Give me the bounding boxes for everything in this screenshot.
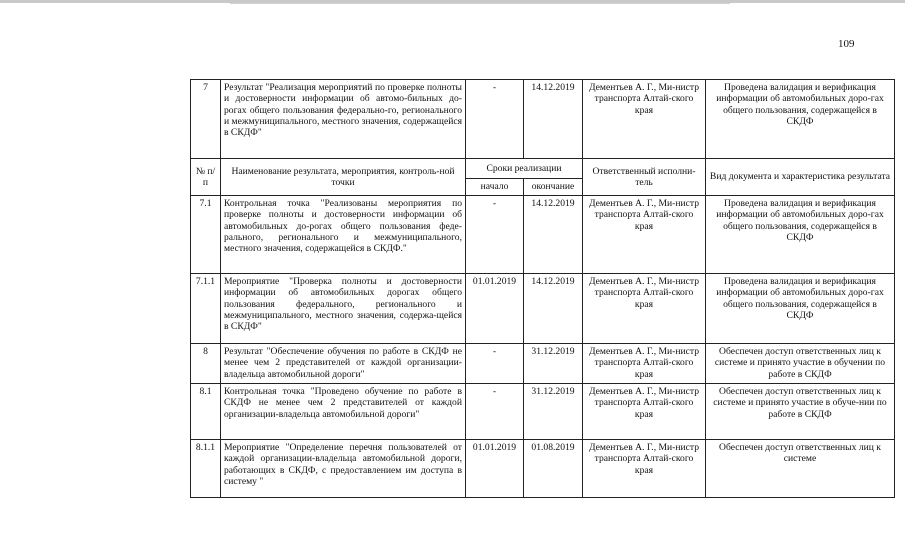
row-number: 7.1 (191, 196, 221, 274)
row-document: Проведена валидация и верификация информации об автомобильных доро-гах общего пользования, содержащейся в СКДФ (706, 196, 895, 274)
header-document: Вид документа и характеристика результата (706, 159, 895, 196)
row-responsible: Дементьев А. Г., Ми-нистр транспорта Алтай-ского края (583, 440, 706, 498)
table-row (191, 384, 895, 440)
row-name: Контрольная точка "Проведено обучение по работе в СКДФ не менее чем 2 представителей от каждой организации-владельца автомобильной дороги" (221, 384, 466, 440)
row-start: - (466, 196, 524, 274)
row-document: Обеспечен доступ ответственных лиц к системе и принято участие в обучении по работе в СКДФ (706, 344, 895, 384)
row-start: 01.01.2019 (466, 440, 524, 498)
row-number: 7 (191, 80, 221, 159)
row-responsible: Дементьев А. Г., Ми-нистр транспорта Алтай-ского края (583, 80, 706, 159)
row-responsible: Дементьев А. Г., Ми-нистр транспорта Алтай-ского края (583, 384, 706, 440)
row-name: Контрольная точка "Реализованы мероприятия по проверке полноты и достоверности информации об автомобильных до-рогах общего пользования феде-рального, регионального и межмуниципального, местного значения, содержащейся в СКДФ." (221, 196, 466, 274)
row-start: 01.01.2019 (466, 274, 524, 344)
table-row (191, 80, 895, 159)
row-number: 8.1 (191, 384, 221, 440)
row-document: Проведена валидация и верификация информации об автомобильных доро-гах общего пользования, содержащейся в СКДФ (706, 80, 895, 159)
row-document: Обеспечен доступ ответственных лиц к системе (706, 440, 895, 498)
header-row (191, 159, 895, 179)
row-start: - (466, 344, 524, 384)
row-name: Результат "Обеспечение обучения по работе в СКДФ не менее чем 2 представителей от каждой организации-владельца автомобильной дороги" (221, 344, 466, 384)
row-start: - (466, 384, 524, 440)
row-name: Мероприятие "Проверка полноты и достоверности информации об автомобильных дорогах общего пользования федерального, регионального и межмуниципального, местного значения, содержа-щейся в СКДФ" (221, 274, 466, 344)
header-end: окончание (524, 179, 583, 196)
scan-edge-mark (230, 3, 730, 4)
header-name: Наименование результата, мероприятия, контроль-ной точки (221, 159, 466, 196)
row-name: Результат "Реализация мероприятий по проверке полноты и достоверности информации об автомо-бильных до-рогах общего пользования федерально-го, регионального и межмуниципального, местного значения, содержащейся в СКДФ" (221, 80, 466, 159)
header-number: № п/п (191, 159, 221, 196)
row-document: Проведена валидация и верификация информации об автомобильных доро-гах общего пользования, содержащейся в СКДФ (706, 274, 895, 344)
row-responsible: Дементьев А. Г., Ми-нистр транспорта Алтай-ского края (583, 344, 706, 384)
table-row (191, 440, 895, 498)
row-responsible: Дементьев А. Г., Ми-нистр транспорта Алтай-ского края (583, 196, 706, 274)
plan-table (190, 79, 895, 498)
page-number: 109 (838, 38, 855, 50)
row-number: 7.1.1 (191, 274, 221, 344)
table-row (191, 344, 895, 384)
header-responsible: Ответственный исполни-тель (583, 159, 706, 196)
row-end: 14.12.2019 (524, 196, 583, 274)
header-start: начало (466, 179, 524, 196)
row-name: Мероприятие "Определение перечня пользователей от каждой организации-владельца автомобильной дороги, работающих в СКДФ, с предоставлением им доступа в систему " (221, 440, 466, 498)
row-number: 8 (191, 344, 221, 384)
row-end: 31.12.2019 (524, 344, 583, 384)
row-responsible: Дементьев А. Г., Ми-нистр транспорта Алтай-ского края (583, 274, 706, 344)
row-end: 14.12.2019 (524, 80, 583, 159)
row-number: 8.1.1 (191, 440, 221, 498)
row-end: 14.12.2019 (524, 274, 583, 344)
row-end: 31.12.2019 (524, 384, 583, 440)
row-start: - (466, 80, 524, 159)
table-row (191, 196, 895, 274)
header-terms: Сроки реализации (466, 159, 583, 179)
table-row (191, 274, 895, 344)
row-end: 01.08.2019 (524, 440, 583, 498)
row-document: Обеспечен доступ ответственных лиц к системе и принято участие в обуче-нии по работе в СКДФ (706, 384, 895, 440)
